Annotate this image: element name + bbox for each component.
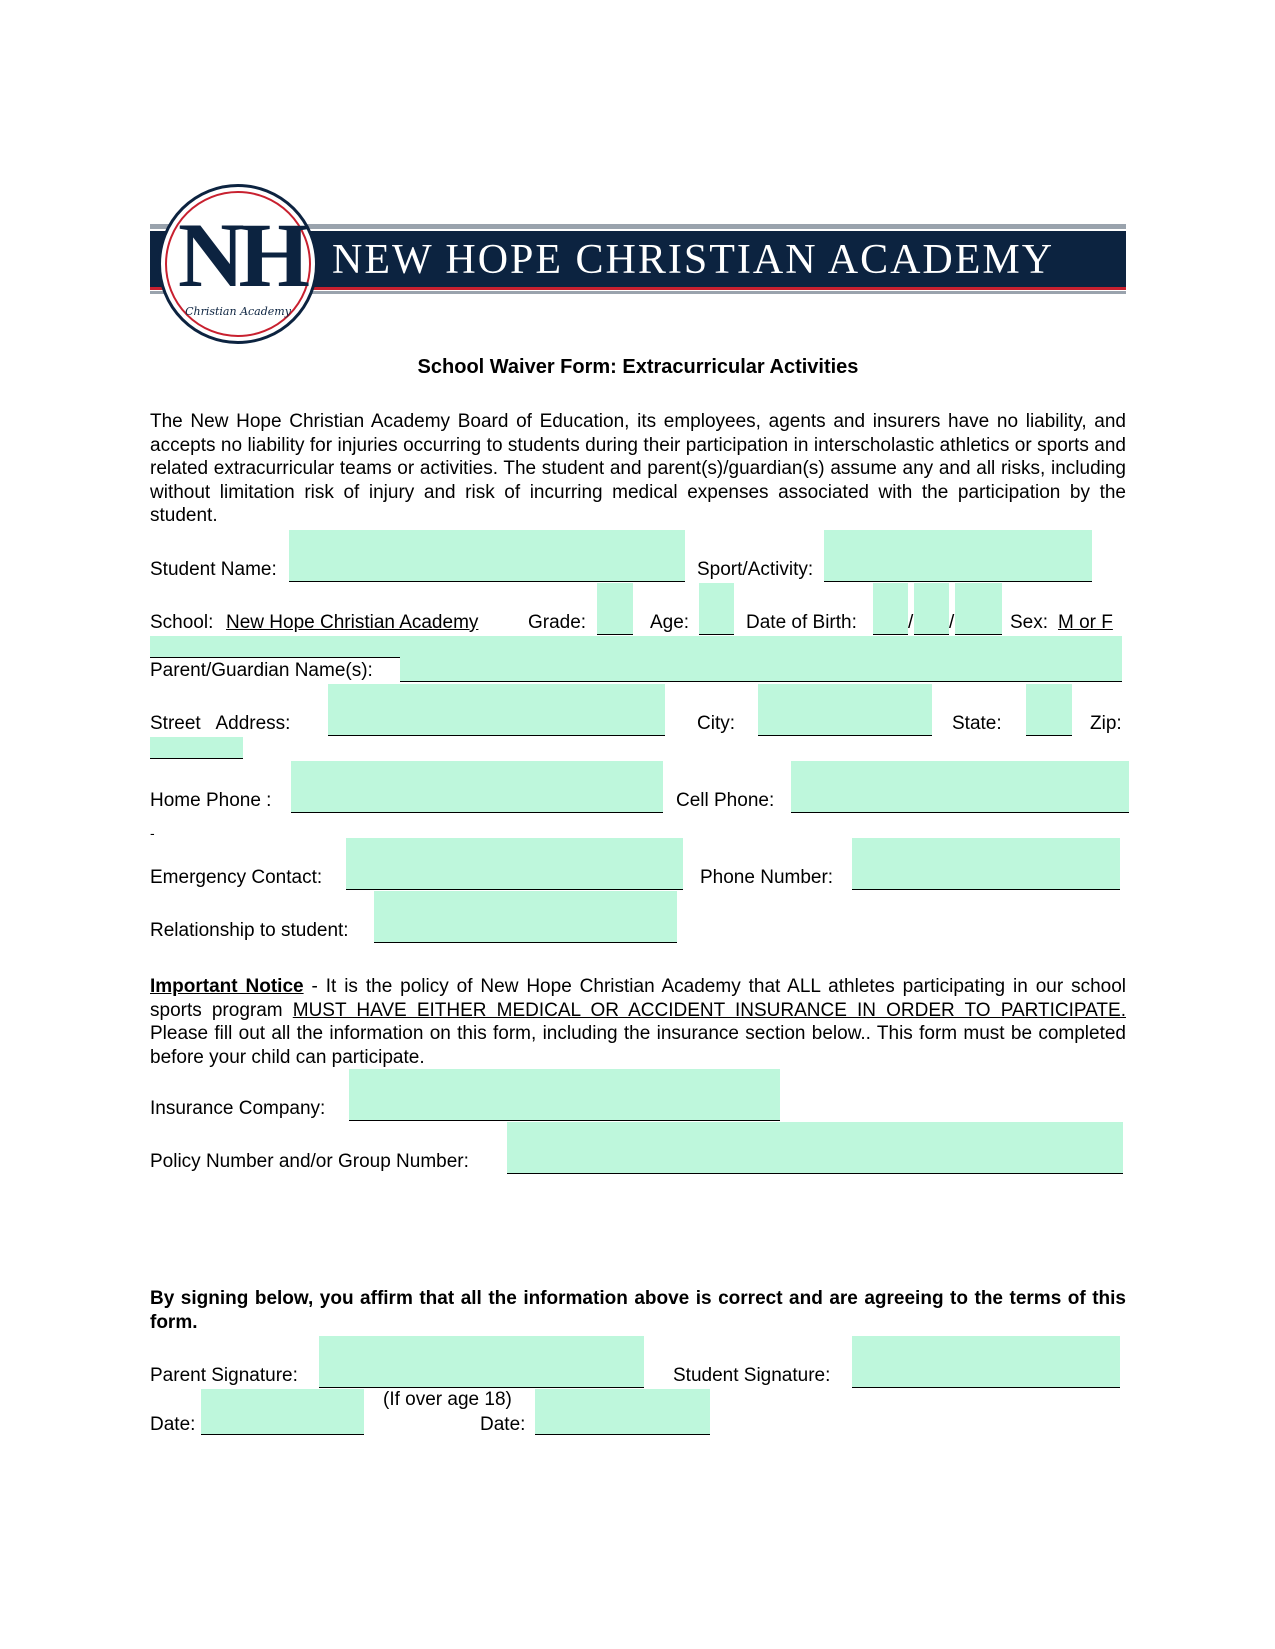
page-title: School Waiver Form: Extracurricular Activities bbox=[417, 356, 859, 378]
sport-activity-input[interactable] bbox=[824, 530, 1092, 581]
parent-date-input[interactable] bbox=[201, 1389, 364, 1434]
age-label: Age: bbox=[650, 612, 690, 633]
dob-separator-1: / bbox=[908, 612, 914, 633]
dob-day-input[interactable] bbox=[914, 583, 949, 634]
grade-input[interactable] bbox=[597, 583, 633, 634]
notice-text-1: - It is the policy of New Hope Christian Academy that ALL athletes participating in our school sports program bbox=[150, 976, 1126, 1021]
street-address-input[interactable] bbox=[328, 684, 665, 735]
insurance-company-field[interactable] bbox=[349, 1069, 780, 1121]
logo-seal-text: Christian Academy bbox=[185, 305, 291, 318]
student-date-field[interactable] bbox=[535, 1389, 710, 1435]
parent-date-label: Date: bbox=[150, 1414, 196, 1435]
emergency-contact-input[interactable] bbox=[346, 838, 683, 889]
relationship-field[interactable] bbox=[374, 891, 677, 943]
parent-date-field[interactable] bbox=[201, 1389, 364, 1435]
dob-month-input[interactable] bbox=[873, 583, 908, 634]
emergency-phone-field[interactable] bbox=[852, 838, 1120, 890]
insurance-company-label: Insurance Company: bbox=[150, 1098, 326, 1119]
dash-mark: - bbox=[150, 825, 155, 841]
dob-year-input[interactable] bbox=[955, 583, 1002, 634]
city-label: City: bbox=[697, 713, 735, 734]
parent-guardian-label: Parent/Guardian Name(s): bbox=[150, 660, 373, 681]
cell-phone-input[interactable] bbox=[791, 761, 1129, 812]
state-field[interactable] bbox=[1026, 684, 1072, 736]
zip-input[interactable] bbox=[150, 737, 243, 758]
student-signature-field[interactable] bbox=[852, 1336, 1120, 1388]
parent-signature-label: Parent Signature: bbox=[150, 1365, 298, 1386]
dob-month-field[interactable] bbox=[873, 583, 908, 635]
banner-text: NEW HOPE CHRISTIAN ACADEMY bbox=[332, 237, 1055, 283]
parent-guardian-field[interactable] bbox=[400, 636, 1122, 682]
zip-field[interactable] bbox=[150, 737, 243, 759]
insurance-company-input[interactable] bbox=[349, 1069, 780, 1120]
grade-label: Grade: bbox=[528, 612, 587, 633]
student-name-field[interactable] bbox=[289, 530, 685, 582]
sport-activity-field[interactable] bbox=[824, 530, 1092, 582]
state-label: State: bbox=[952, 713, 1002, 734]
relationship-label: Relationship to student: bbox=[150, 920, 349, 941]
school-name-value: New Hope Christian Academy bbox=[226, 612, 479, 633]
notice-heading: Important Notice bbox=[150, 976, 304, 997]
sex-options: M or F bbox=[1058, 612, 1113, 633]
relationship-input[interactable] bbox=[374, 891, 677, 942]
notice-text-2: Please fill out all the information on this form, including the insurance section below.. This form must be completed before your child can participate. bbox=[150, 999, 1148, 1068]
age-field[interactable] bbox=[699, 583, 734, 635]
dob-day-field[interactable] bbox=[914, 583, 949, 635]
sex-field[interactable] bbox=[150, 636, 426, 658]
home-phone-input[interactable] bbox=[291, 761, 663, 812]
student-name-input[interactable] bbox=[289, 530, 685, 581]
street-address-label: Street Address: bbox=[150, 713, 291, 734]
sex-label: Sex: bbox=[1010, 612, 1049, 633]
emergency-phone-input[interactable] bbox=[852, 838, 1120, 889]
policy-number-field[interactable] bbox=[507, 1122, 1123, 1174]
dob-separator-2: / bbox=[949, 612, 955, 633]
student-date-input[interactable] bbox=[535, 1389, 710, 1434]
school-label: School: bbox=[150, 612, 214, 633]
logo-monogram: NH bbox=[178, 204, 304, 306]
emergency-phone-label: Phone Number: bbox=[700, 867, 834, 888]
policy-number-label: Policy Number and/or Group Number: bbox=[150, 1151, 469, 1172]
sex-input[interactable] bbox=[150, 636, 426, 657]
emergency-contact-label: Emergency Contact: bbox=[150, 867, 323, 888]
policy-number-input[interactable] bbox=[507, 1122, 1123, 1173]
student-date-label: Date: bbox=[480, 1414, 526, 1435]
home-phone-label: Home Phone : bbox=[150, 790, 272, 811]
cell-phone-label: Cell Phone: bbox=[676, 790, 775, 811]
city-field[interactable] bbox=[758, 684, 932, 736]
emergency-contact-field[interactable] bbox=[346, 838, 683, 890]
parent-signature-input[interactable] bbox=[319, 1336, 644, 1387]
dob-label: Date of Birth: bbox=[746, 612, 857, 633]
important-notice bbox=[150, 975, 1148, 1069]
street-address-field[interactable] bbox=[328, 684, 665, 736]
notice-emphasis: MUST HAVE EITHER MEDICAL OR ACCIDENT INSURANCE IN ORDER TO PARTICIPATE. bbox=[292, 999, 1126, 1021]
affirmation-text: By signing below, you affirm that all the information above is correct and are agreeing to the terms of this form. bbox=[150, 1288, 1126, 1333]
dob-year-field[interactable] bbox=[955, 583, 1002, 635]
school-logo bbox=[158, 184, 318, 344]
student-signature-label: Student Signature: bbox=[673, 1365, 831, 1386]
student-name-label: Student Name: bbox=[150, 559, 277, 580]
sport-activity-label: Sport/Activity: bbox=[697, 559, 814, 580]
cell-phone-field[interactable] bbox=[791, 761, 1129, 813]
age-input[interactable] bbox=[699, 583, 734, 634]
grade-field[interactable] bbox=[597, 583, 633, 635]
home-phone-field[interactable] bbox=[291, 761, 663, 813]
if-over-18-note: (If over age 18) bbox=[383, 1389, 512, 1410]
intro-paragraph: The New Hope Christian Academy Board of Education, its employees, agents and insurers have no liability, and accepts no liability for injuries occurring to students during their participation in interscholastic athletics or sports and related extracurricular teams or activities. The student and parent(s)/guardian(s) assume any and all risks, including without limitation risk of injury and risk of incurring medical expenses associated with the participation by the student. bbox=[150, 411, 1126, 526]
zip-label: Zip: bbox=[1090, 713, 1122, 734]
state-input[interactable] bbox=[1026, 684, 1072, 735]
student-signature-input[interactable] bbox=[852, 1336, 1120, 1387]
city-input[interactable] bbox=[758, 684, 932, 735]
parent-signature-field[interactable] bbox=[319, 1336, 644, 1388]
parent-guardian-input[interactable] bbox=[400, 636, 1122, 681]
